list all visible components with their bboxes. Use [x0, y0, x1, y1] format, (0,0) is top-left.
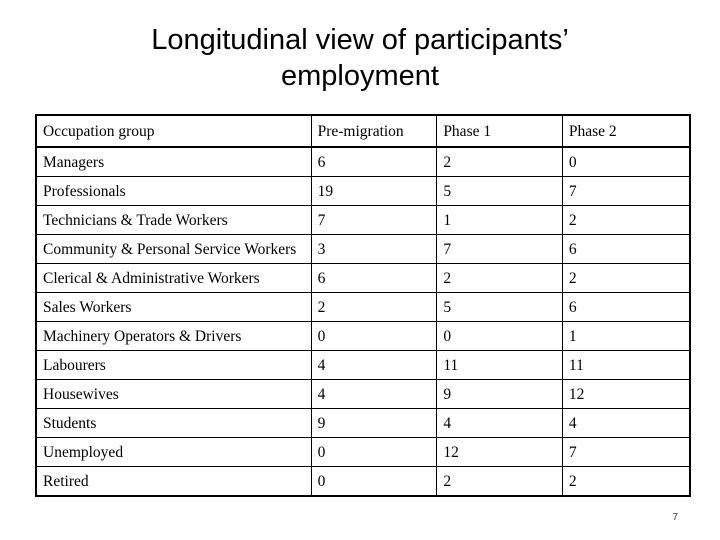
phase-2-cell: 2	[562, 206, 690, 235]
occupation-cell: Technicians & Trade Workers	[36, 206, 311, 235]
phase-1-cell: 9	[437, 380, 563, 409]
occupation-cell: Professionals	[36, 177, 311, 206]
employment-table	[35, 114, 691, 497]
pre-migration-cell: 3	[311, 235, 437, 264]
phase-1-cell: 2	[437, 264, 563, 293]
table-body	[36, 147, 690, 496]
table-row	[36, 293, 690, 322]
phase-1-cell: 4	[437, 409, 563, 438]
phase-2-cell: 2	[562, 264, 690, 293]
pre-migration-cell: 9	[311, 409, 437, 438]
occupation-cell: Housewives	[36, 380, 311, 409]
phase-1-cell: 1	[437, 206, 563, 235]
table-row	[36, 235, 690, 264]
occupation-cell: Retired	[36, 467, 311, 497]
phase-2-cell: 12	[562, 380, 690, 409]
table-row	[36, 147, 690, 177]
pre-migration-cell: 4	[311, 351, 437, 380]
pre-migration-cell: 19	[311, 177, 437, 206]
phase-1-cell: 2	[437, 147, 563, 177]
phase-2-cell: 4	[562, 409, 690, 438]
header-phase-2: Phase 2	[562, 115, 690, 147]
occupation-cell: Students	[36, 409, 311, 438]
phase-2-cell: 11	[562, 351, 690, 380]
pre-migration-cell: 7	[311, 206, 437, 235]
table-row	[36, 438, 690, 467]
occupation-cell: Community & Personal Service Workers	[36, 235, 311, 264]
phase-2-cell: 2	[562, 467, 690, 497]
phase-2-cell: 6	[562, 293, 690, 322]
phase-2-cell: 1	[562, 322, 690, 351]
pre-migration-cell: 0	[311, 322, 437, 351]
phase-2-cell: 6	[562, 235, 690, 264]
occupation-cell: Clerical & Administrative Workers	[36, 264, 311, 293]
table-row	[36, 206, 690, 235]
table-row	[36, 380, 690, 409]
phase-1-cell: 5	[437, 177, 563, 206]
table-row	[36, 177, 690, 206]
occupation-cell: Sales Workers	[36, 293, 311, 322]
phase-2-cell: 7	[562, 438, 690, 467]
phase-1-cell: 5	[437, 293, 563, 322]
phase-1-cell: 7	[437, 235, 563, 264]
header-occupation-group: Occupation group	[36, 115, 311, 147]
phase-1-cell: 11	[437, 351, 563, 380]
table-row	[36, 409, 690, 438]
pre-migration-cell: 2	[311, 293, 437, 322]
pre-migration-cell: 0	[311, 438, 437, 467]
occupation-cell: Machinery Operators & Drivers	[36, 322, 311, 351]
slide-title-line-1: Longitudinal view of participants’	[151, 24, 569, 56]
slide-title	[0, 22, 720, 94]
occupation-cell: Managers	[36, 147, 311, 177]
header-pre-migration: Pre-migration	[311, 115, 437, 147]
table-header-row	[36, 115, 690, 147]
phase-1-cell: 2	[437, 467, 563, 497]
table-row	[36, 467, 690, 497]
phase-2-cell: 7	[562, 177, 690, 206]
table-row	[36, 322, 690, 351]
pre-migration-cell: 6	[311, 264, 437, 293]
pre-migration-cell: 4	[311, 380, 437, 409]
pre-migration-cell: 0	[311, 467, 437, 497]
table-row	[36, 351, 690, 380]
page-number: 7	[672, 512, 678, 523]
phase-1-cell: 0	[437, 322, 563, 351]
occupation-cell: Unemployed	[36, 438, 311, 467]
phase-2-cell: 0	[562, 147, 690, 177]
phase-1-cell: 12	[437, 438, 563, 467]
table-row	[36, 264, 690, 293]
pre-migration-cell: 6	[311, 147, 437, 177]
occupation-cell: Labourers	[36, 351, 311, 380]
header-phase-1: Phase 1	[437, 115, 563, 147]
slide-title-line-2: employment	[281, 60, 439, 92]
